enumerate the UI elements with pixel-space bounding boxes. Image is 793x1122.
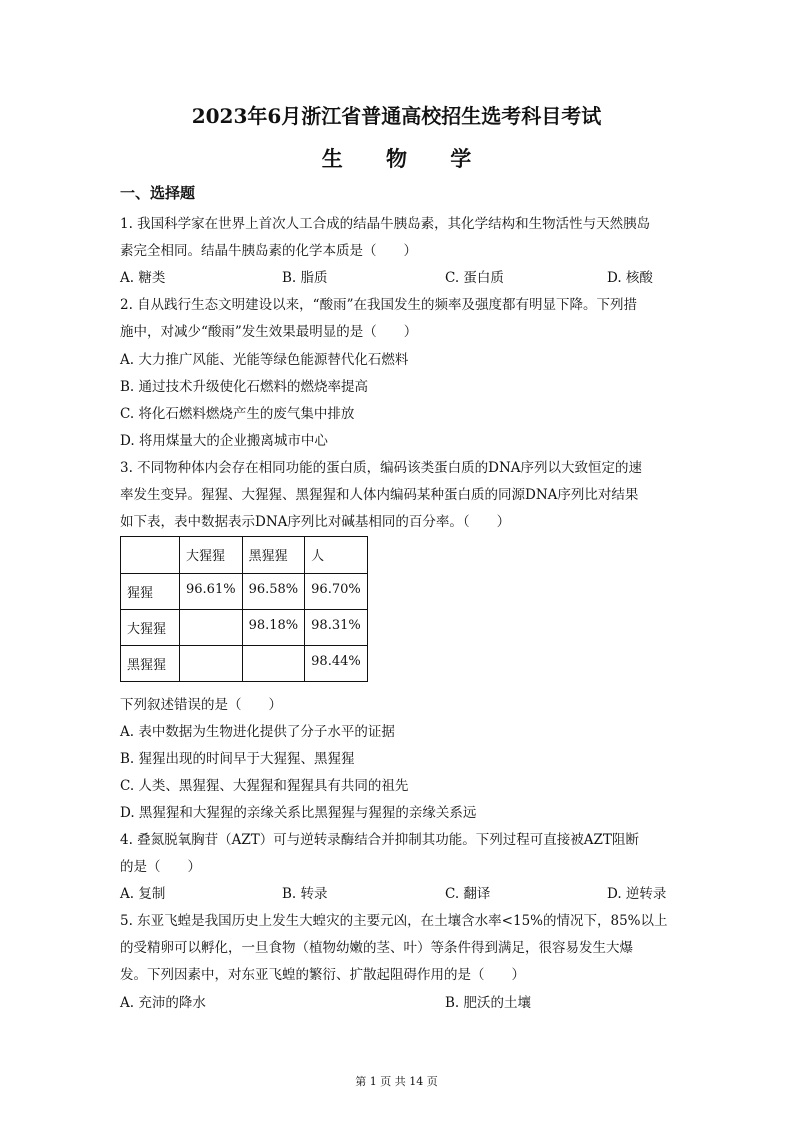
table-row <box>121 574 368 610</box>
question-1-line-2: 素完全相同。结晶牛胰岛素的化学本质是（ ） <box>120 243 417 259</box>
question-3-option-c: C. 人类、黑猩猩、大猩猩和猩猩具有共同的祖先 <box>120 778 409 794</box>
exam-title: 2023年6月浙江省普通高校招生选考科目考试 <box>191 104 602 128</box>
table-cell: 96.61% <box>180 574 243 610</box>
question-1-line-1: 1. 我国科学家在世界上首次人工合成的结晶牛胰岛素，其化学结构和生物活性与天然胰岛 <box>120 216 651 232</box>
table-header-row <box>121 537 368 574</box>
question-4-option-a: A. 复制 <box>120 886 166 902</box>
question-1-option-a: A. 糖类 <box>120 270 166 286</box>
question-5-line-1: 5. 东亚飞蝗是我国历史上发生大蝗灾的主要元凶，在土壤含水率<15%的情况下，85%以上 <box>120 913 668 929</box>
question-5-option-b: B. 肥沃的土壤 <box>445 995 532 1011</box>
question-2-line-2: 施中，对减少“酸雨”发生效果最明显的是（ ） <box>120 324 418 340</box>
question-4-line-2: 的是（ ） <box>120 859 201 875</box>
question-2-option-a: A. 大力推广风能、光能等绿色能源替代化石燃料 <box>120 352 409 368</box>
question-2-option-d: D. 将用煤量大的企业搬离城市中心 <box>120 433 328 449</box>
table-header-cell: 人 <box>305 537 368 574</box>
question-4-option-d: D. 逆转录 <box>607 886 667 902</box>
question-2-option-b: B. 通过技术升级使化石燃料的燃烧率提高 <box>120 379 369 395</box>
page-number-footer: 第 1 页 共 14 页 <box>355 1075 438 1088</box>
question-3-line-2: 率发生变异。猩猩、大猩猩、黑猩猩和人体内编码某种蛋白质的同源DNA序列比对结果 <box>120 487 639 503</box>
table-row <box>121 646 368 682</box>
table-header-cell <box>121 537 180 574</box>
question-5-option-a: A. 充沛的降水 <box>120 995 206 1011</box>
question-3-line-1: 3. 不同物种体内会存在相同功能的蛋白质，编码该类蛋白质的DNA序列以大致恒定的速 <box>120 460 643 476</box>
question-3-option-d: D. 黑猩猩和大猩猩的亲缘关系比黑猩猩与猩猩的亲缘关系远 <box>120 805 477 821</box>
table-cell: 96.58% <box>242 574 305 610</box>
question-2-option-c: C. 将化石燃料燃烧产生的废气集中排放 <box>120 406 355 422</box>
question-5-line-2: 的受精卵可以孵化，一旦食物（植物幼嫩的茎、叶）等条件得到满足，很容易发生大爆 <box>120 940 633 956</box>
table-header-cell: 大猩猩 <box>180 537 243 574</box>
table-row-label: 黑猩猩 <box>121 646 180 682</box>
question-1-option-b: B. 脂质 <box>282 270 328 286</box>
table-row <box>121 610 368 646</box>
table-cell <box>180 610 243 646</box>
table-header-cell: 黑猩猩 <box>242 537 305 574</box>
question-3-line-3: 如下表，表中数据表示DNA序列比对碱基相同的百分率。（ ） <box>120 514 511 530</box>
question-1-option-d: D. 核酸 <box>607 270 653 286</box>
subject-title: 生 物 学 <box>321 146 490 171</box>
table-cell: 98.18% <box>242 610 305 646</box>
dna-comparison-table <box>120 536 368 682</box>
table-cell <box>242 646 305 682</box>
question-2-line-1: 2. 自从践行生态文明建设以来，“酸雨”在我国发生的频率及强度都有明显下降。下列措 <box>120 297 637 313</box>
question-3-stem-after: 下列叙述错误的是（ ） <box>120 697 282 713</box>
table-cell: 98.44% <box>305 646 368 682</box>
table-cell: 96.70% <box>305 574 368 610</box>
question-3-option-b: B. 猩猩出现的时间早于大猩猩、黑猩猩 <box>120 751 355 767</box>
table-row-label: 大猩猩 <box>121 610 180 646</box>
question-4-line-1: 4. 叠氮脱氧胸苷（AZT）可与逆转录酶结合并抑制其功能。下列过程可直接被AZT阻断 <box>120 832 639 848</box>
question-5-line-3: 发。下列因素中，对东亚飞蝗的繁衍、扩散起阻碍作用的是（ ） <box>120 967 525 983</box>
table-cell: 98.31% <box>305 610 368 646</box>
table-row-label: 猩猩 <box>121 574 180 610</box>
question-4-option-b: B. 转录 <box>282 886 328 902</box>
question-4-option-c: C. 翻译 <box>445 886 491 902</box>
section-heading: 一、选择题 <box>120 184 196 202</box>
question-1-option-c: C. 蛋白质 <box>445 270 504 286</box>
table-cell <box>180 646 243 682</box>
question-3-option-a: A. 表中数据为生物进化提供了分子水平的证据 <box>120 724 395 740</box>
